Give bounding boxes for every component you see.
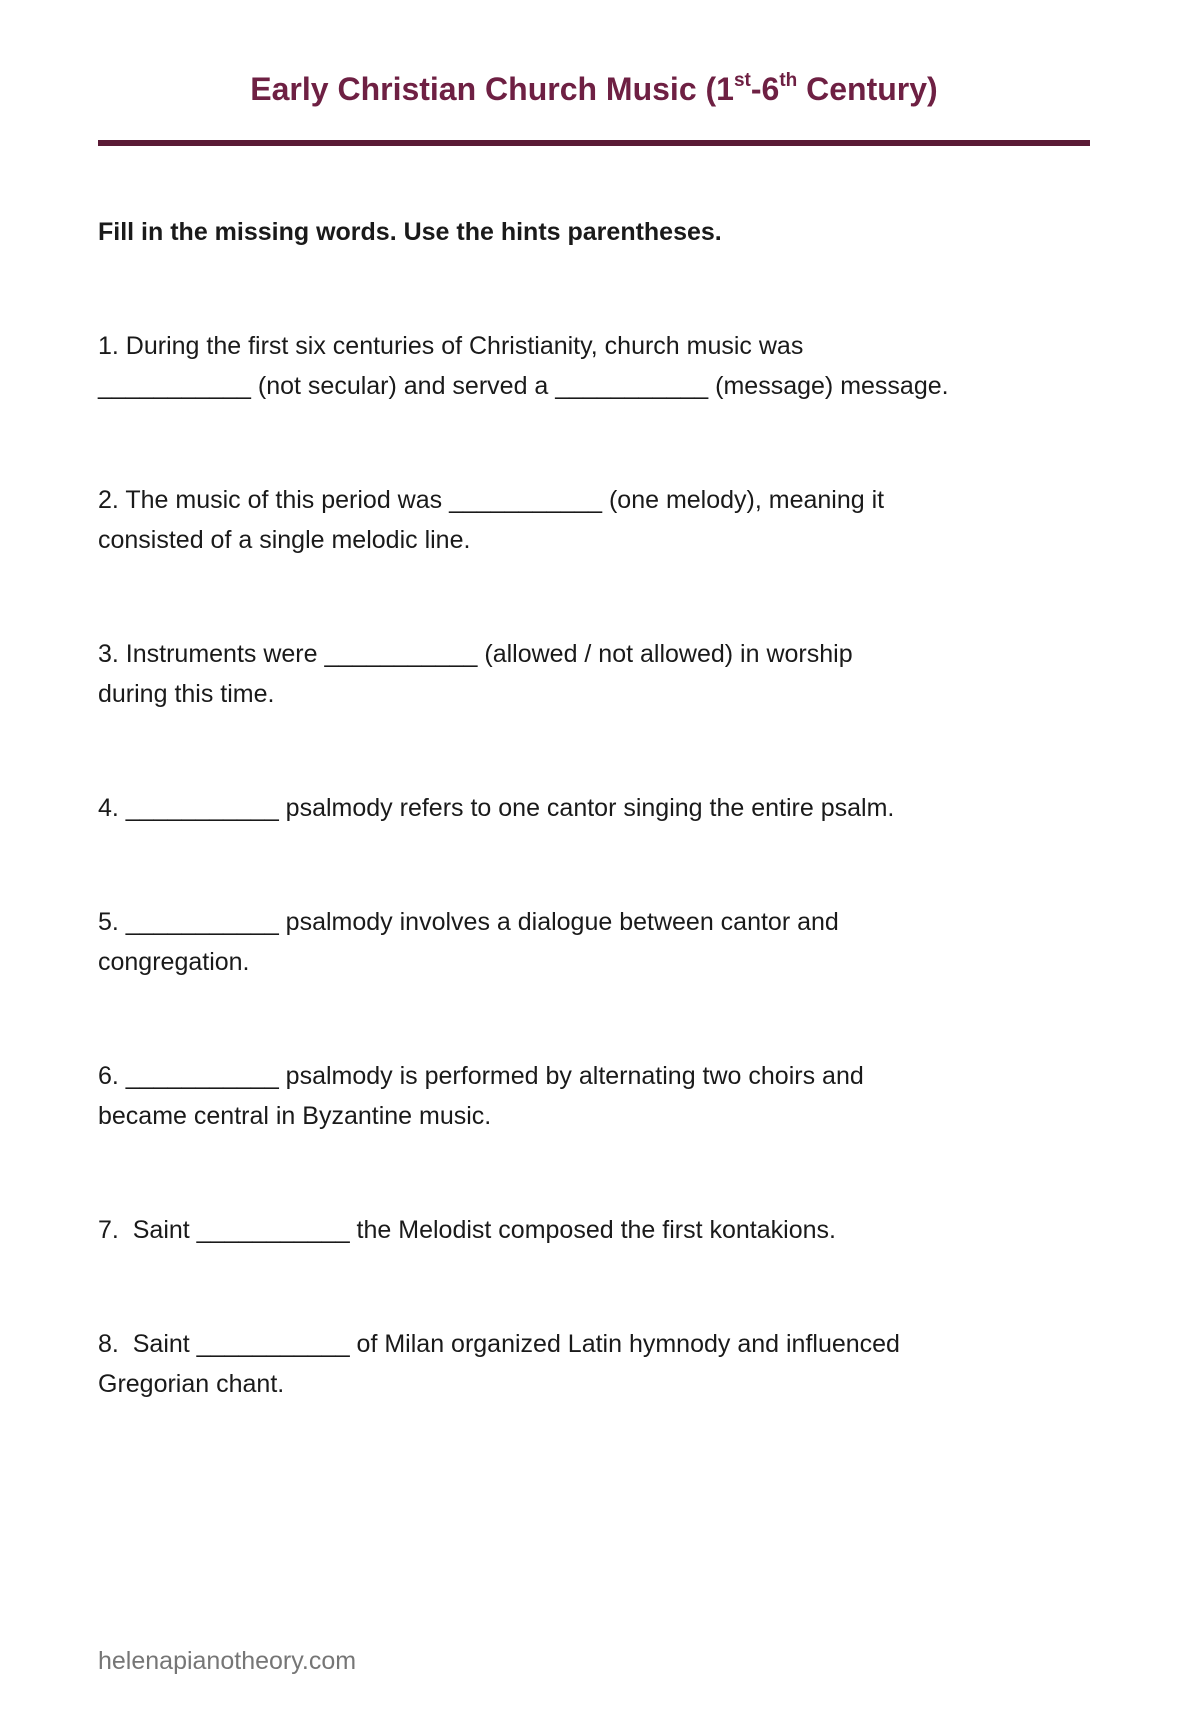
question-2 [98,480,1090,560]
question-line: became central in Byzantine music. [98,1102,492,1130]
question-line: 4. ___________ psalmody refers to one cantor singing the entire psalm. [98,794,895,822]
question-line: consisted of a single melodic line. [98,526,471,554]
question-7 [98,1210,1090,1250]
title-text: Early Christian Church Music (1 [250,71,734,107]
questions-list [98,326,1090,1404]
question-line: 6. ___________ psalmody is performed by alternating two choirs and [98,1062,864,1090]
question-line: 5. ___________ psalmody involves a dialogue between cantor and [98,908,839,936]
question-line: 1. During the first six centuries of Christianity, church music was [98,332,804,360]
question-line: 7. Saint ___________ the Melodist composed the first kontakions. [98,1216,836,1244]
page-header [98,70,1090,146]
question-line: during this time. [98,680,275,708]
question-4 [98,788,1090,828]
title-text: -6 [750,71,780,107]
title-divider-rule [98,140,1090,146]
question-line: congregation. [98,948,250,976]
question-line: 3. Instruments were ___________ (allowed / not allowed) in worship [98,640,853,668]
title-superscript-st: st [733,70,751,92]
instruction-text: Fill in the missing words. Use the hints parentheses. [98,218,722,246]
question-1 [98,326,1090,406]
question-line: ___________ (not secular) and served a ___________ (message) message. [98,372,949,400]
page-title [98,70,1090,108]
question-3 [98,634,1090,714]
question-line: Gregorian chant. [98,1370,285,1398]
title-text: Century) [797,71,938,107]
question-8 [98,1324,1090,1404]
question-5 [98,902,1090,982]
question-6 [98,1056,1090,1136]
footer-website-text: helenapianotheory.com [98,1647,357,1675]
question-line: 8. Saint ___________ of Milan organized Latin hymnody and influenced [98,1330,900,1358]
page-footer [98,1646,356,1676]
question-line: 2. The music of this period was ___________ (one melody), meaning it [98,486,885,514]
title-superscript-th: th [779,70,798,92]
